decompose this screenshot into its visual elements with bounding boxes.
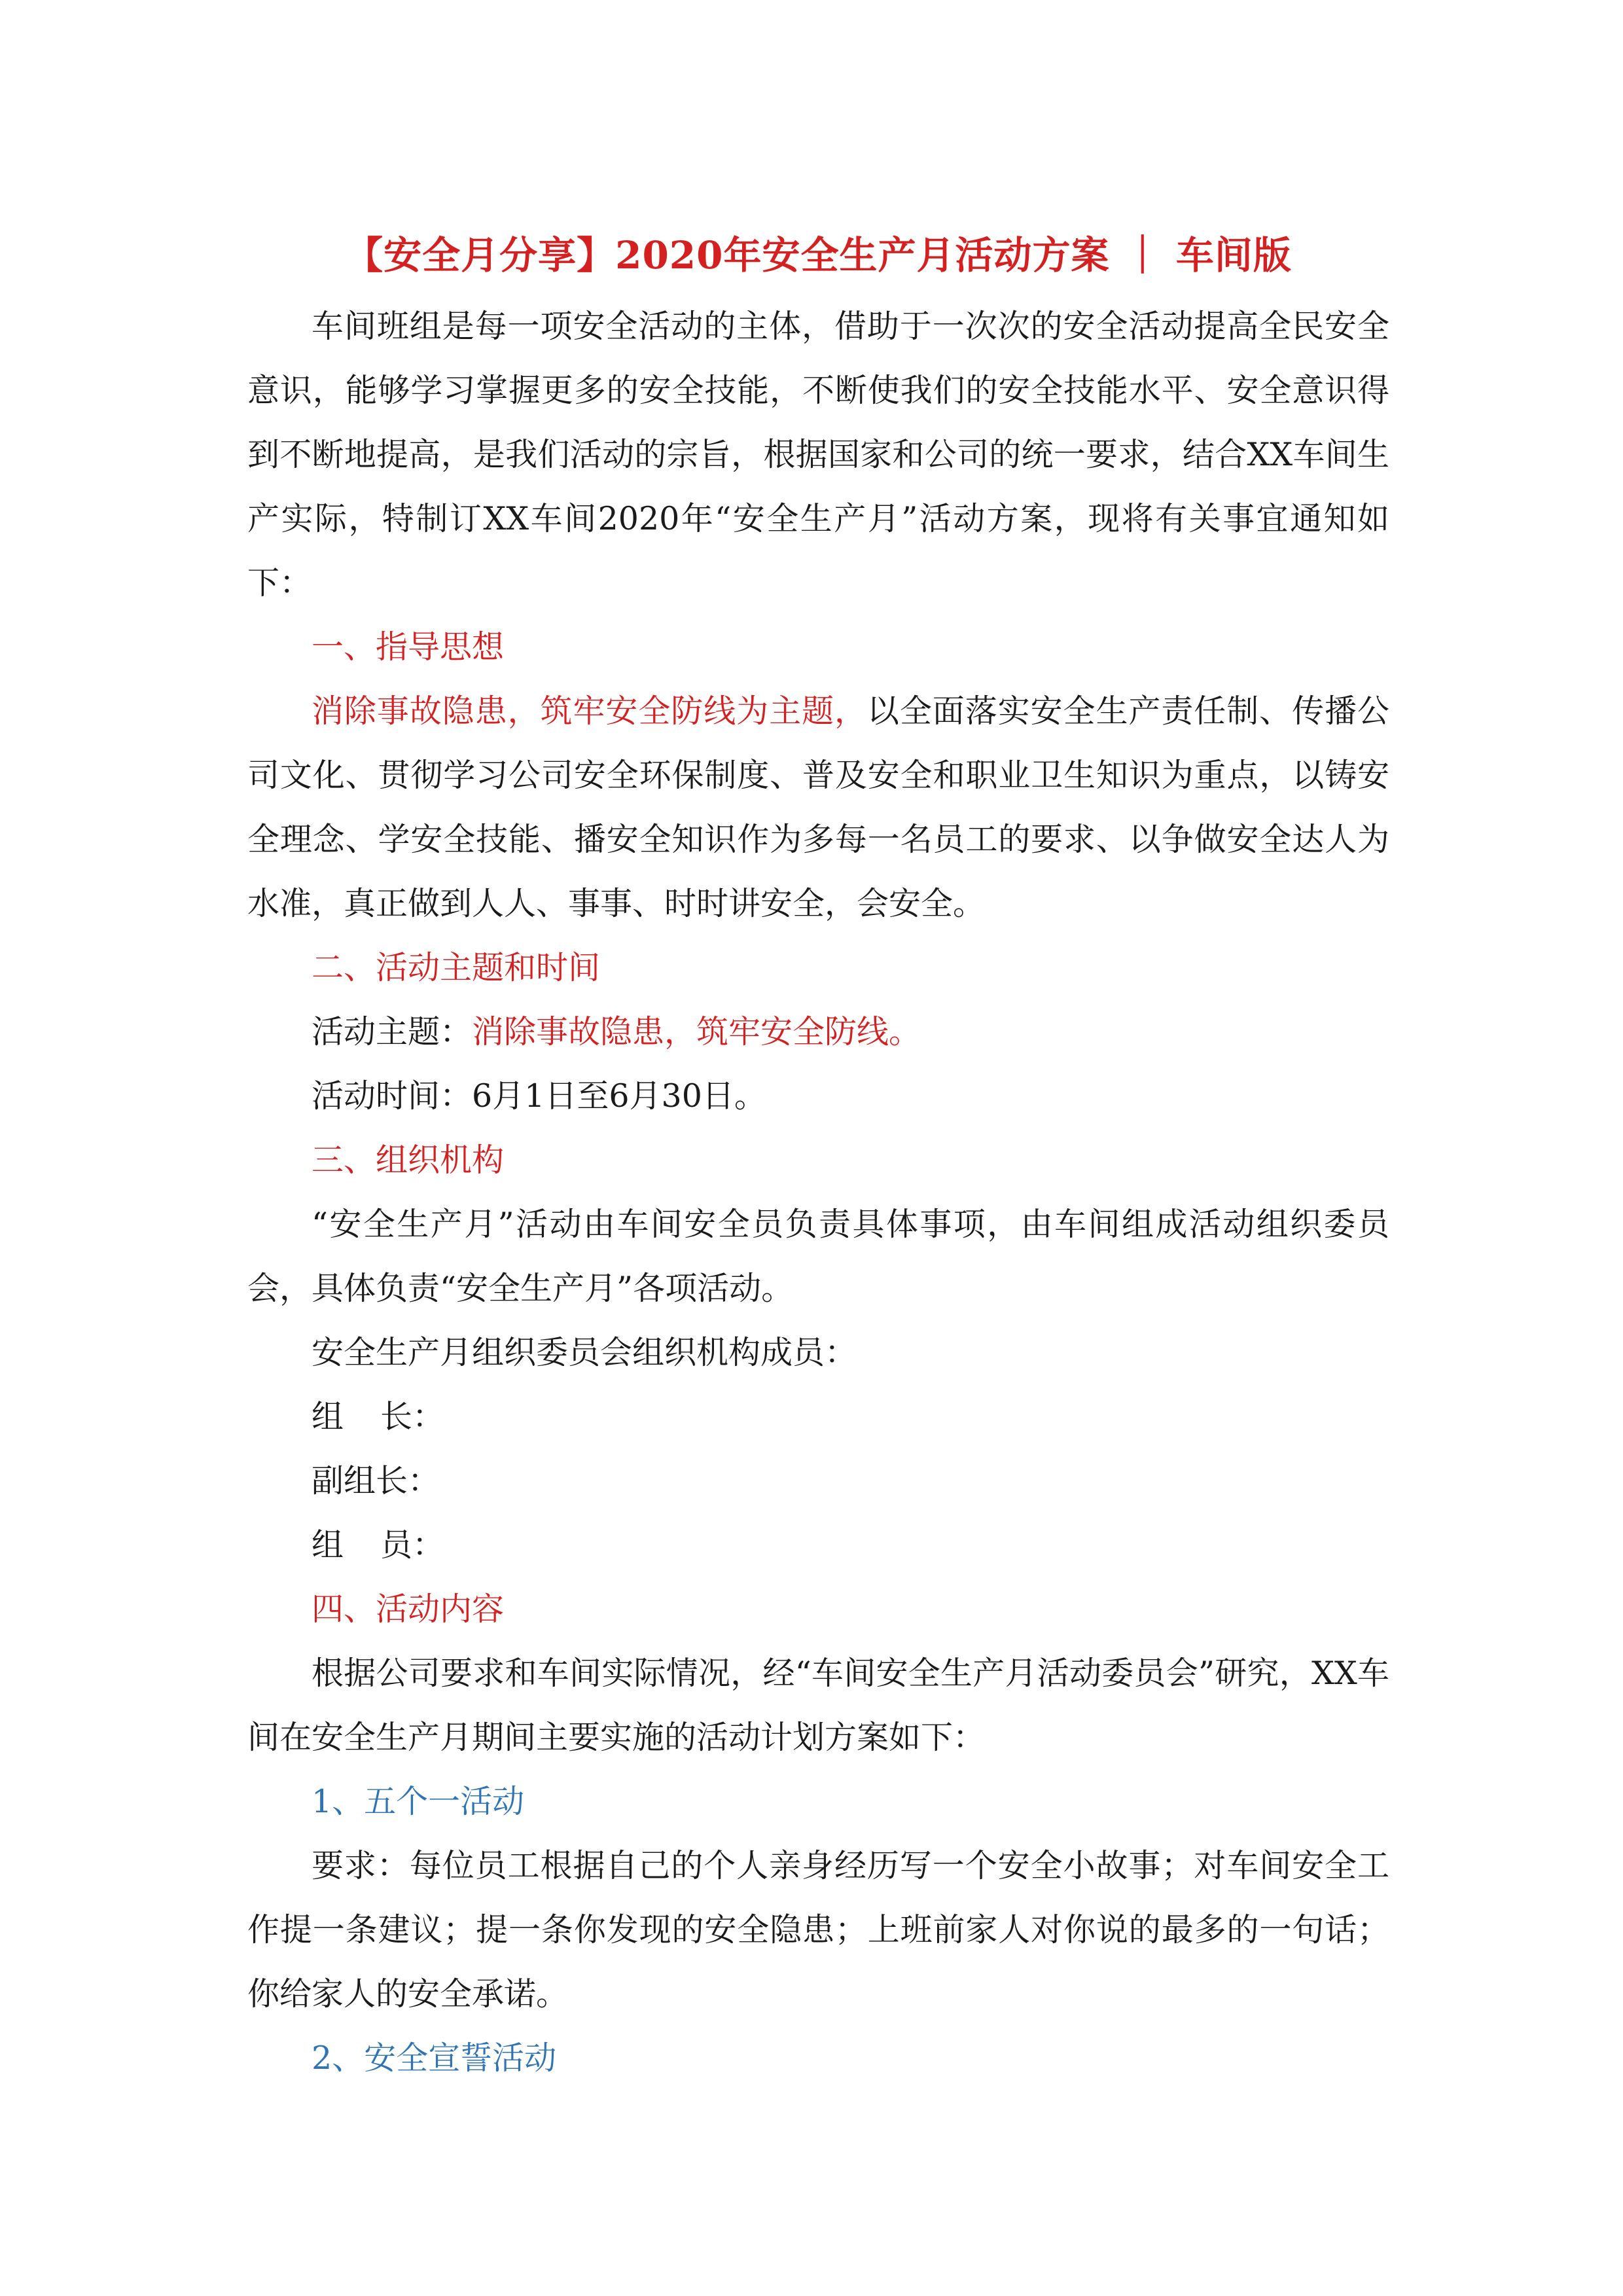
organization-paragraph: “安全生产月”活动由车间安全员负责具体事项，由车间组成活动组织委员会，具体负责“安全生产月”各项活动。 xyxy=(247,1206,1389,1307)
subheading-safety-oath: 2、安全宣誓活动 xyxy=(312,2039,557,2077)
group-leader-label-b: 长： xyxy=(380,1398,445,1435)
group-leader-line xyxy=(247,1385,1389,1449)
group-member-line xyxy=(247,1513,1389,1577)
guiding-ideology-paragraph xyxy=(247,679,1389,936)
members-intro-line: 安全生产月组织委员会组织机构成员： xyxy=(312,1334,857,1371)
document-title: 【安全月分享】2020年安全生产月活动方案 ｜ 车间版 xyxy=(345,233,1292,278)
section-heading-guiding-ideology: 一、指导思想 xyxy=(312,628,505,666)
activity-theme-value: 消除事故隐患，筑牢安全防线。 xyxy=(472,1013,921,1050)
activity-time-line: 活动时间：6月1日至6月30日。 xyxy=(312,1077,766,1115)
subheading-five-ones: 1、五个一活动 xyxy=(312,1783,525,1820)
deputy-leader-line: 副组长： xyxy=(312,1462,440,1499)
document-page xyxy=(247,196,1389,2090)
group-leader-label-a: 组 xyxy=(312,1398,344,1435)
activity-theme-line xyxy=(247,1000,1389,1064)
section-heading-activity-content: 四、活动内容 xyxy=(312,1590,505,1628)
section-heading-organization: 三、组织机构 xyxy=(312,1141,505,1179)
guiding-theme-highlight: 消除事故隐患，筑牢安全防线为主题， xyxy=(312,692,867,730)
guiding-ideology-body: 以全面落实安全生产责任制、传播公司文化、贯彻学习公司安全环保制度、普及安全和职业卫生知识为重点，以铸安全理念、学安全技能、播安全知识作为多每一名员工的要求、以争做安全达人为水准，真正做到人人、事事、时时讲安全，会安全。 xyxy=(247,692,1389,922)
section-heading-theme-time: 二、活动主题和时间 xyxy=(312,949,601,986)
activity-content-paragraph: 根据公司要求和车间实际情况，经“车间安全生产月活动委员会”研究，XX车间在安全生产月期间主要实施的活动计划方案如下： xyxy=(247,1655,1389,1756)
five-ones-paragraph: 要求：每位员工根据自己的个人亲身经历写一个安全小故事；对车间安全工作提一条建议；提一条你发现的安全隐患；上班前家人对你说的最多的一句话；你给家人的安全承诺。 xyxy=(247,1847,1389,2013)
intro-paragraph: 车间班组是每一项安全活动的主体，借助于一次次的安全活动提高全民安全意识，能够学习掌握更多的安全技能，不断使我们的安全技能水平、安全意识得到不断地提高，是我们活动的宗旨，根据国家和公司的统一要求，结合XX车间生产实际，特制订XX车间2020年“安全生产月”活动方案，现将有关事宜通知如下： xyxy=(247,308,1389,601)
activity-theme-label: 活动主题： xyxy=(312,1013,473,1050)
group-member-label-a: 组 xyxy=(312,1526,344,1564)
group-member-label-b: 员： xyxy=(380,1526,445,1564)
